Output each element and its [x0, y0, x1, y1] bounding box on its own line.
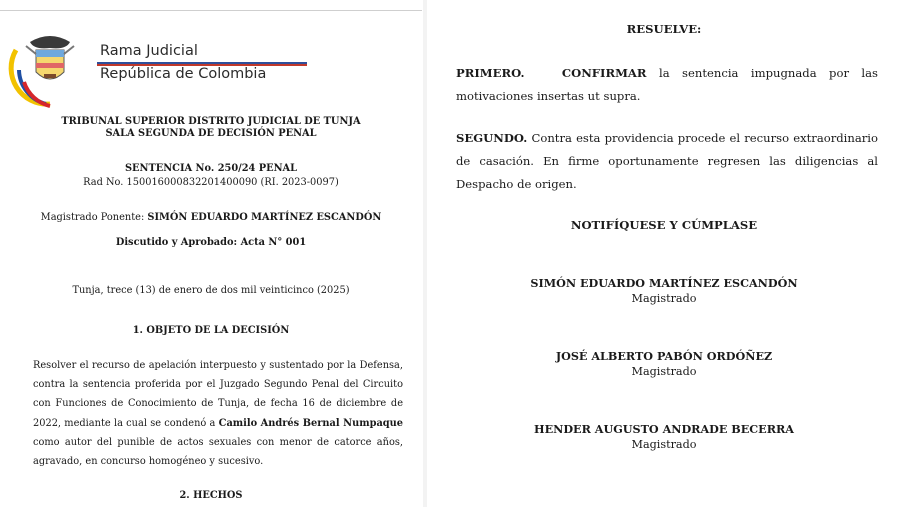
- signature-block-1: [428, 276, 900, 305]
- first-label: PRIMERO.: [456, 66, 525, 80]
- section-1-paragraph: [33, 356, 403, 471]
- signature-name: JOSÉ ALBERTO PABÓN ORDÓÑEZ: [555, 349, 773, 363]
- rad-number: Rad No. 150016000832201400090 (RI. 2023-0097): [83, 177, 339, 188]
- court-line-1: TRIBUNAL SUPERIOR DISTRITO JUDICIAL DE TUNJA: [61, 116, 361, 127]
- page-divider: [423, 0, 427, 507]
- section-1-text-a: Resolver el recurso de apelación interpuesto y sustentado por la Defensa, contra la sentencia proferida por el Juzgado Segundo Penal del Circuito con Funciones de Conocimiento de Tunja, de fecha 16 de diciembre de 2022, mediante la cual se condenó a: [33, 360, 403, 429]
- coat-of-arms-logo: [6, 20, 94, 108]
- magistrate-line: [0, 212, 422, 223]
- country-name: República de Colombia: [100, 66, 267, 82]
- magistrate-name: SIMÓN EDUARDO MARTÍNEZ ESCANDÓN: [147, 212, 382, 223]
- section-2-title: 2. HECHOS: [179, 490, 243, 501]
- signature-block-2: [428, 349, 900, 378]
- signature-role: Magistrado: [631, 365, 697, 378]
- resolve-title: RESUELVE:: [626, 22, 702, 36]
- top-rule: [0, 10, 422, 11]
- org-name: Rama Judicial: [100, 43, 198, 59]
- signature-block-3: [428, 422, 900, 451]
- first-resolution: [456, 62, 878, 108]
- right-page: [428, 0, 900, 507]
- place-date: Tunja, trece (13) de enero de dos mil veinticinco (2025): [72, 285, 350, 296]
- act-line: Discutido y Aprobado: Acta N° 001: [115, 237, 307, 248]
- signature-name: SIMÓN EDUARDO MARTÍNEZ ESCANDÓN: [530, 276, 798, 290]
- section-1-title: 1. OBJETO DE LA DECISIÓN: [132, 325, 290, 336]
- left-page: [0, 0, 422, 507]
- signature-name: HENDER AUGUSTO ANDRADE BECERRA: [534, 422, 794, 436]
- section-1-text-b: como autor del punible de actos sexuales con menor de catorce años, agravado, en concurso homogéneo y sucesivo.: [33, 436, 403, 468]
- sentence-number: SENTENCIA No. 250/24 PENAL: [124, 163, 298, 174]
- first-bold: CONFIRMAR: [561, 66, 647, 80]
- notify-line: NOTIFÍQUESE Y CÚMPLASE: [570, 218, 758, 232]
- signature-role: Magistrado: [631, 438, 697, 451]
- court-line-2: SALA SEGUNDA DE DECISIÓN PENAL: [105, 128, 317, 139]
- signature-role: Magistrado: [631, 292, 697, 305]
- second-text: Contra esta providencia procede el recurso extraordinario de casación. En firme oportunamente regresen las diligencias al Despacho de origen.: [456, 131, 878, 191]
- second-label: SEGUNDO.: [456, 131, 528, 145]
- section-1-defendant: Camilo Andrés Bernal Numpaque: [218, 417, 404, 429]
- second-resolution: [456, 127, 878, 196]
- magistrate-label: Magistrado Ponente:: [40, 212, 148, 223]
- first-text: la sentencia impugnada por las motivaciones insertas ut supra.: [456, 66, 878, 103]
